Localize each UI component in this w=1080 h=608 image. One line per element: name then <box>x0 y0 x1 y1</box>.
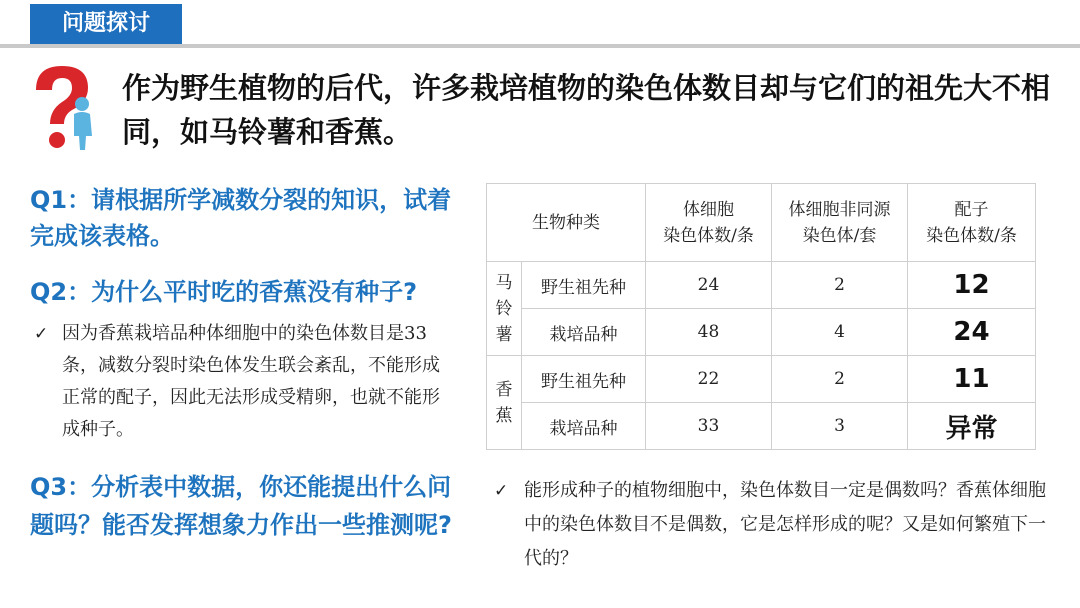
cell-gamete: 11 <box>908 356 1036 403</box>
group-banana <box>487 356 522 450</box>
group-potato <box>487 262 522 356</box>
question-mark-person-icon <box>28 60 98 152</box>
answer-text: 能形成种子的植物细胞中，染色体数目一定是偶数吗？香蕉体细胞中的染色体数目不是偶数，它是怎样形成的呢？又是如何繁殖下一代的？ <box>524 480 1046 569</box>
cell-somatic: 24 <box>646 262 772 309</box>
cell-sets: 2 <box>772 356 908 403</box>
section-title: 问题探讨 <box>30 4 182 44</box>
header-sets-line2: 染色体/套 <box>802 225 877 246</box>
cell-type: 野生祖先种 <box>522 262 646 309</box>
cell-somatic: 48 <box>646 309 772 356</box>
group-char: 蕉 <box>495 405 513 426</box>
cell-type: 野生祖先种 <box>522 356 646 403</box>
group-char: 铃 <box>495 298 513 319</box>
header-gamete-line2: 染色体数/条 <box>926 225 1017 246</box>
table-row <box>487 262 1036 309</box>
group-char: 马 <box>495 272 513 293</box>
table-row <box>487 309 1036 356</box>
chromosome-table <box>486 183 1036 450</box>
group-char: 薯 <box>495 324 513 345</box>
title-divider <box>0 44 1080 48</box>
header-somatic <box>646 184 772 262</box>
question-1: Q1：请根据所学减数分裂的知识，试着完成该表格。 <box>30 186 452 250</box>
answer-text: 因为香蕉栽培品种体细胞中的染色体数目是33条，减数分裂时染色体发生联会紊乱，不能形成正常的配子，因此无法形成受精卵，也就不能形成种子。 <box>62 323 440 440</box>
header-sets-line1: 体细胞非同源 <box>788 199 891 220</box>
header-somatic-line1: 体细胞 <box>683 199 734 220</box>
cell-sets: 3 <box>772 403 908 450</box>
cell-type: 栽培品种 <box>522 309 646 356</box>
table-row <box>487 356 1036 403</box>
cell-sets: 4 <box>772 309 908 356</box>
cell-gamete: 24 <box>908 309 1036 356</box>
header-species: 生物种类 <box>487 184 646 262</box>
cell-gamete: 12 <box>908 262 1036 309</box>
header-gamete <box>908 184 1036 262</box>
cell-sets: 2 <box>772 262 908 309</box>
cell-gamete: 异常 <box>908 403 1036 450</box>
header-gamete-line1: 配子 <box>954 199 989 220</box>
group-char: 香 <box>495 379 513 400</box>
table-row <box>487 403 1036 450</box>
check-icon: ✓ <box>34 324 49 344</box>
header-nonhomologous-sets <box>772 184 908 262</box>
question-3: Q3：分析表中数据，你还能提出什么问题吗？能否发挥想象力作出一些推测呢? <box>30 473 452 539</box>
cell-somatic: 22 <box>646 356 772 403</box>
cell-type: 栽培品种 <box>522 403 646 450</box>
table-header-row <box>487 184 1036 262</box>
intro-text: 作为野生植物的后代，许多栽培植物的染色体数目却与它们的祖先大不相同，如马铃薯和香蕉。 <box>122 71 1051 149</box>
header-somatic-line2: 染色体数/条 <box>663 225 754 246</box>
question-2-answer <box>34 318 454 446</box>
cell-somatic: 33 <box>646 403 772 450</box>
check-icon: ✓ <box>494 481 509 501</box>
question-3-answer <box>494 474 1054 576</box>
question-2: Q2：为什么平时吃的香蕉没有种子? <box>30 278 418 306</box>
